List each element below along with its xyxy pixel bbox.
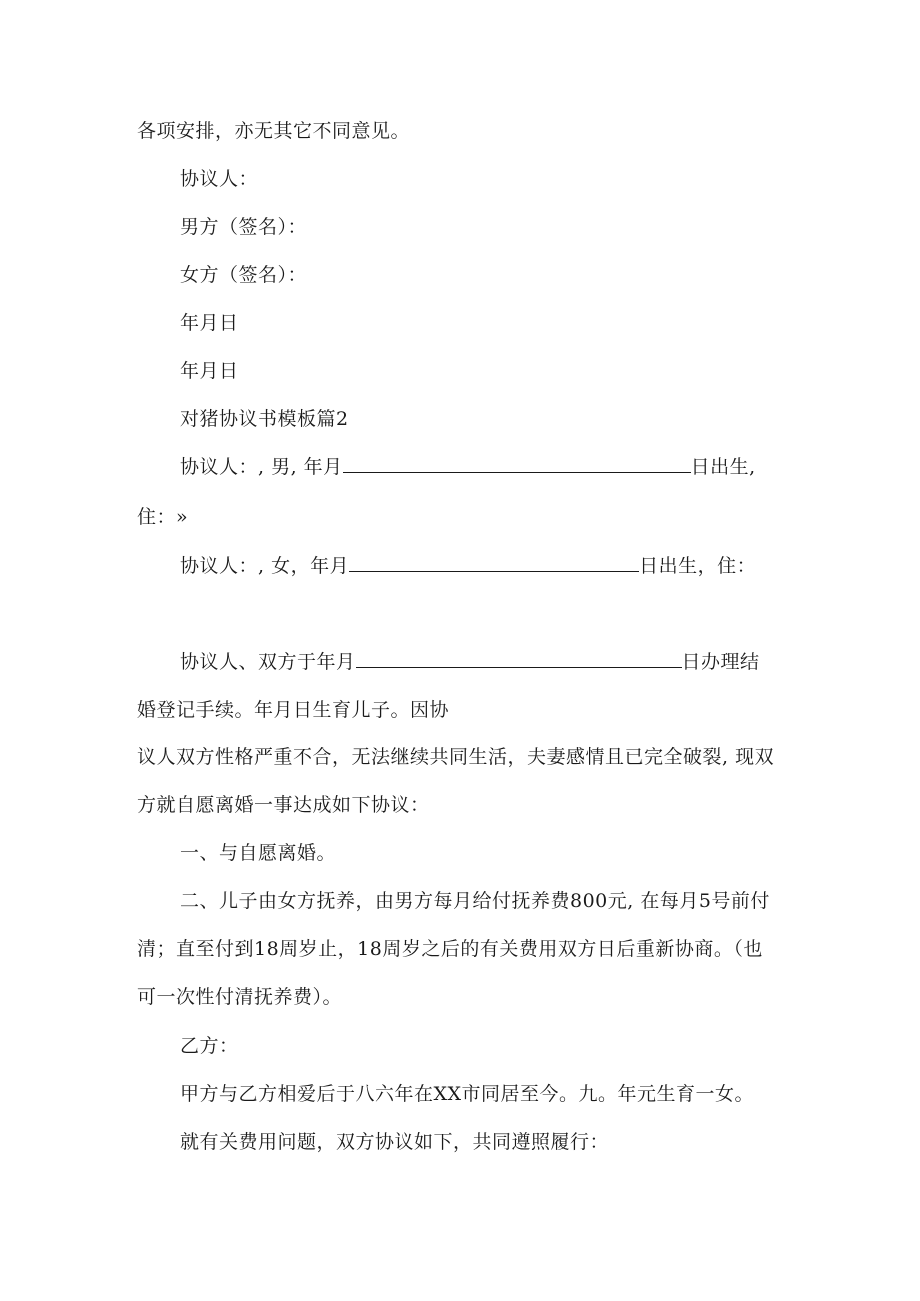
text-line: 议人双方性格严重不合，无法继续共同生活，夫妻感情且已完全破裂, 现双 (137, 746, 775, 768)
section-title: 对猪协议书模板篇2 (180, 408, 349, 430)
party-one-line (180, 454, 756, 480)
party-one-text: 协议人：, 男, 年月 (180, 456, 343, 478)
text-line: 甲方与乙方相爱后于八六年在XX市同居至今。九。年元生育一女。 (180, 1083, 755, 1105)
marriage-end-text: 日办理结 (681, 651, 760, 673)
date-line: 年月日 (180, 360, 239, 382)
marriage-text: 协议人、双方于年月 (180, 651, 356, 673)
signatory-label: 协议人： (180, 168, 259, 190)
text-line: 清；直至付到18周岁止，18周岁之后的有关费用双方日后重新协商。（也 (137, 938, 763, 960)
text-line: 就有关费用问题，双方协议如下，共同遵照履行： (180, 1131, 610, 1153)
party-one-birth-text: 日出生, (690, 456, 756, 478)
date-line: 年月日 (180, 312, 239, 334)
text-line: 方就自愿离婚一事达成如下协议： (137, 794, 430, 816)
clause-one: 一、与自愿离婚。 (180, 842, 337, 864)
male-signature-label: 男方（签名）： (180, 216, 308, 238)
marriage-line (180, 649, 760, 675)
blank-underline (356, 649, 682, 668)
blank-underline (349, 553, 639, 572)
text-line: 婚登记手续。年月日生育儿子。因协 (137, 699, 450, 721)
clause-two: 二、儿子由女方抚养，由男方每月给付抚养费800元, 在每月5号前付 (180, 890, 770, 912)
blank-underline (343, 454, 691, 473)
party-two-text: 协议人：, 女，年月 (180, 555, 350, 577)
female-signature-label: 女方（签名）： (180, 264, 308, 286)
party-two-birth-text: 日出生，住： (639, 555, 757, 577)
party-two-line (180, 553, 756, 579)
text-line: 住：» (137, 506, 189, 528)
text-line: 各项安排，亦无其它不同意见。 (137, 120, 411, 142)
text-line: 可一次性付清抚养费）。 (137, 986, 343, 1008)
party-b-label: 乙方： (180, 1035, 239, 1057)
